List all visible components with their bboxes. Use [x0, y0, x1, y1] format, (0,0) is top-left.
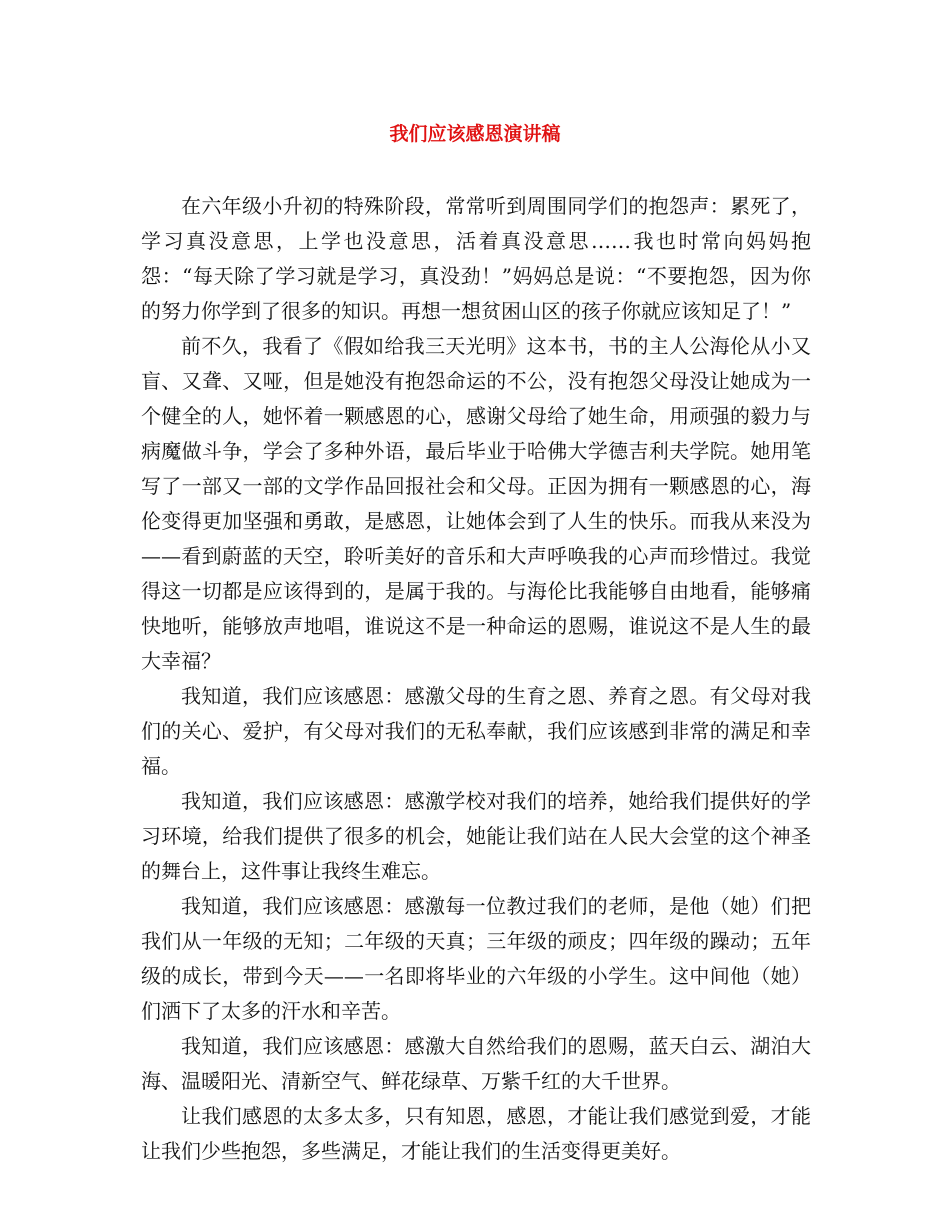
- paragraph-4: 我知道，我们应该感恩：感激学校对我们的培养，她给我们提供好的学习环境，给我们提供了很多的机会，她能让我们站在人民大会堂的这个神圣的舞台上，这件事让我终生难忘。: [141, 789, 811, 883]
- paragraph-7: 让我们感恩的太多太多，只有知恩，感恩，才能让我们感觉到爱，才能让我们少些抱怨，多些满足，才能让我们的生活变得更美好。: [141, 1104, 811, 1163]
- document-body: [141, 189, 811, 1169]
- paragraph-6: 我知道，我们应该感恩：感激大自然给我们的恩赐，蓝天白云、湖泊大海、温暖阳光、清新空气、鲜花绿草、万紫千红的大千世界。: [141, 1034, 811, 1093]
- paragraph-2: 前不久，我看了《假如给我三天光明》这本书，书的主人公海伦从小又盲、又聋、又哑，但是她没有抱怨命运的不公，没有抱怨父母没让她成为一个健全的人，她怀着一颗感恩的心，感谢父母给了她生命，用顽强的毅力与病魔做斗争，学会了多种外语，最后毕业于哈佛大学德吉利夫学院。她用笔写了一部又一部的文学作品回报社会和父母。正因为拥有一颗感恩的心，海伦变得更加坚强和勇敢，是感恩，让她体会到了人生的快乐。而我从来没为——看到蔚蓝的天空，聆听美好的音乐和大声呼唤我的心声而珍惜过。我觉得这一切都是应该得到的，是属于我的。与海伦比我能够自由地看，能够痛快地听，能够放声地唱，谁说这不是一种命运的恩赐，谁说这不是人生的最大幸福？: [141, 334, 811, 673]
- paragraph-1: 在六年级小升初的特殊阶段，常常听到周围同学们的抱怨声：累死了，学习真没意思，上学也没意思，活着真没意思……我也时常向妈妈抱怨：“每天除了学习就是学习，真没劲！”妈妈总是说：“不要抱怨，因为你的努力你学到了很多的知识。再想一想贫困山区的孩子你就应该知足了！”: [141, 194, 811, 323]
- document-title: 我们应该感恩演讲稿: [389, 123, 561, 145]
- paragraph-5: 我知道，我们应该感恩：感激每一位教过我们的老师，是他（她）们把我们从一年级的无知；二年级的天真；三年级的顽皮；四年级的躁动；五年级的成长，带到今天——一名即将毕业的六年级的小学生。这中间他（她）们洒下了太多的汗水和辛苦。: [141, 894, 811, 1023]
- paragraph-3: 我知道，我们应该感恩：感激父母的生育之恩、养育之恩。有父母对我们的关心、爱护，有父母对我们的无私奉献，我们应该感到非常的满足和幸福。: [141, 684, 811, 778]
